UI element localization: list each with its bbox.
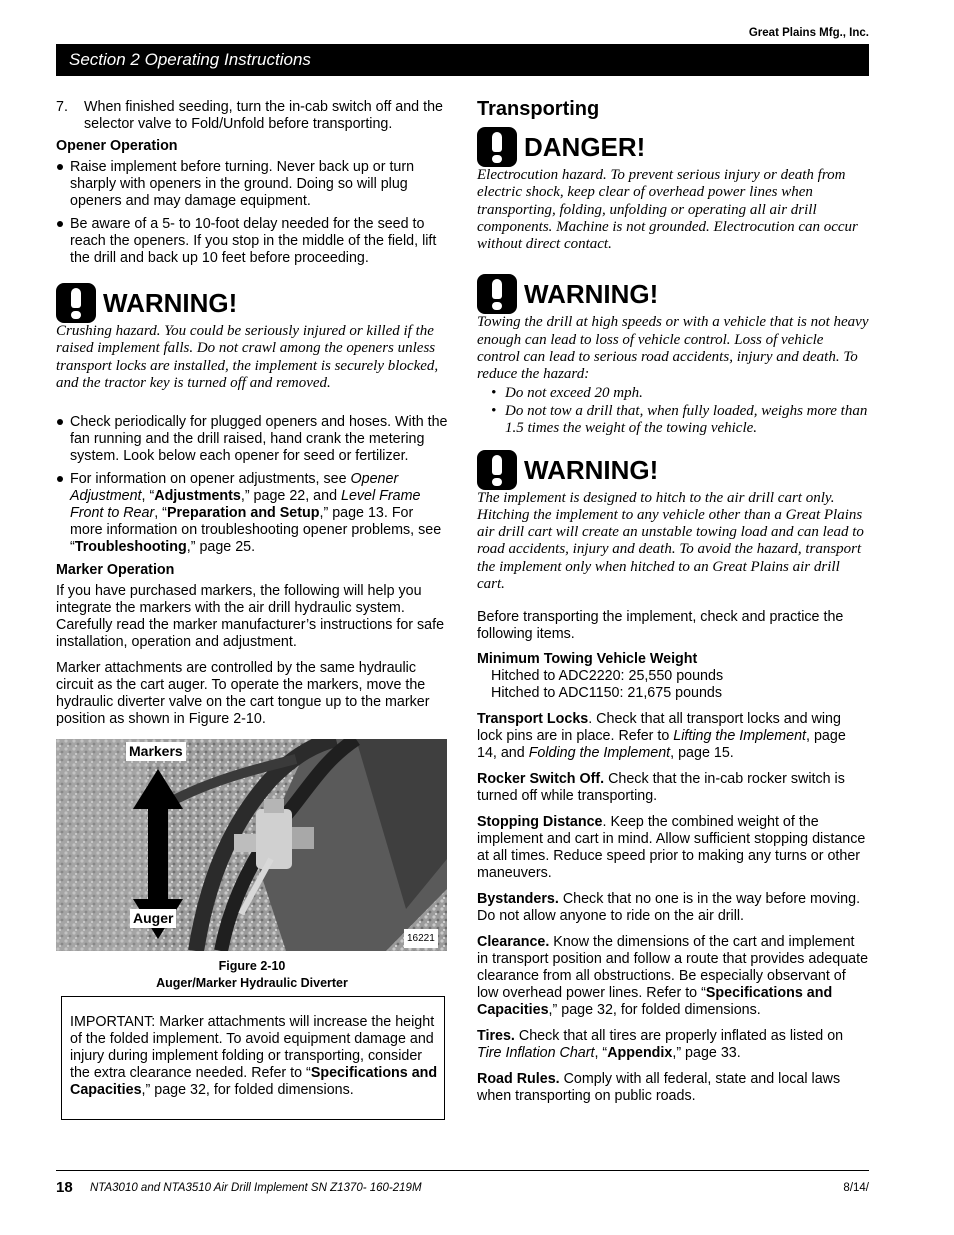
right-column [477,97,869,1105]
text-run: Check that all tires are properly inflated as listed on [514,1028,844,1045]
road-rules [477,1071,869,1105]
stopping-distance [477,814,869,882]
warning-title: WARNING! [524,279,659,310]
marker-paragraph-1: If you have purchased markers, the following will help you integrate the markers with the air drill hydraulic system. Carefully read the marker manufacturer’s instructions for safe installation, operation and adjustment. [56,583,445,651]
text-run: , “ [594,1045,608,1062]
text-run: ,” page 13. For more information on troubleshooting opener problems, see “ [70,505,442,556]
marker-paragraph-2: Marker attachments are controlled by the same hydraulic circuit as the cart auger. To operate the markers, move the hydraulic diverter valve on the cart tongue up to the marker position as shown in Figure 2-10. [56,660,430,728]
step-7 [56,99,448,133]
danger-electrocution [477,127,869,167]
warning-icon [477,450,517,490]
photo-number: 16221 [404,929,438,948]
term: Rocker Switch Off. [477,771,605,788]
text-run: , “ [141,488,155,505]
warning-towing-text: Towing the drill at high speeds or with a vehicle that is not heavy enough can lead to loss of vehicle control. Loss of vehicle control can lead to serious road accidents, injury and death. To reduce the hazard: [477,314,869,383]
link-opener-adjustment: Opener Adjustment [70,471,399,505]
link-specifications: Specifications and Capacities [70,1065,438,1098]
link-appendix: Appendix [607,1045,673,1062]
link-tire-chart: Tire Inflation Chart [477,1045,595,1062]
check-openers-bullet: Check periodically for plugged openers and hoses. With the fan running and the drill raised, hand crank the metering system. Look below each opener for seed or fertilizer. [56,414,448,465]
text-run: For information on opener adjustments, see [70,471,351,488]
company-name: Great Plains Mfg., Inc. [748,27,869,39]
warning-title: WARNING! [103,288,238,318]
tires [477,1028,869,1062]
text-run: Check that the in-cab rocker switch is turned off while transporting. [477,771,845,805]
term: Bystanders. [477,891,559,908]
bystanders [477,891,869,925]
footer-divider [56,1170,869,1171]
warning-icon [56,283,96,323]
text-run: , page 14, and [477,728,846,762]
important-notice-box [61,996,445,1120]
term: Tires. [477,1028,515,1045]
label-markers: Markers [126,742,186,761]
transport-locks [477,711,869,762]
towing-weight-adc2220: Hitched to ADC2220: 25,550 pounds [491,668,724,685]
warning-towing [477,274,869,314]
document-title: NTA3010 and NTA3510 Air Drill Implement SN Z1370- 160-219M [90,1182,422,1194]
warning-hitch [477,450,869,490]
important-text [70,1014,438,1099]
term: Road Rules. [477,1071,560,1088]
marker-operation-heading: Marker Operation [56,562,175,579]
text-run: ,” page 22, and [240,488,341,505]
opener-operation-heading: Opener Operation [56,138,178,154]
warning-crushing-text: Crushing hazard. You could be seriously injured or killed if the raised implement falls. Do not crawl among the openers unless transport locks are installed, the implement is securely blocked, and the tractor key is turned off and removed. [56,323,439,391]
danger-text: Electrocution hazard. To prevent serious injury or death from electric shock, keep clear of overhead power lines when transporting, folding, unfolding or operating all air drill components. Machine is not grounded. Electrocution can occur without direct contact. [477,167,858,253]
text-run: . Keep the combined weight of the implement and cart in mind. Allow sufficient stopping distance at all times. Reduce speed prior to making any turns or other maneuvers. [477,814,866,882]
term: Clearance. [477,934,550,951]
clearance [477,934,869,1019]
term: Transport Locks [477,711,589,728]
link-preparation-setup: Preparation and Setup [166,505,320,522]
page-number: 18 [56,1179,73,1196]
text-run: , “ [154,505,167,522]
before-transport-text: Before transporting the implement, check and practice the following items. [477,609,844,643]
label-auger: Auger [130,909,176,928]
danger-icon [477,127,517,167]
rocker-switch [477,771,869,805]
section-header-bar [56,44,869,76]
link-specifications: Specifications and Capacities [477,985,833,1019]
text-run: ,” page 32, for folded dimensions. [141,1082,354,1098]
link-folding: Folding the Implement [528,745,671,762]
figure-photo [56,739,447,951]
text-run: , page 15. [670,745,734,762]
towing-weight-adc1150: Hitched to ADC1150: 21,675 pounds [491,685,723,702]
text-run: IMPORTANT: Marker attachments will increase the height of the folded implement. To avoid equipment damage and injury during implement folding or transporting, consider the extra clearance needed. Refer to “ [70,1014,435,1081]
warning-icon [477,274,517,314]
text-run: Know the dimensions of the cart and implement in transport position and follow a route that provides adequate clearance from all obstructions. Be especially observant of low overhead power lines. Refer to “ [477,934,869,1002]
warning-title: WARNING! [524,454,659,485]
link-lifting: Lifting the Implement [673,728,807,745]
figure-caption [56,958,448,992]
link-adjustments: Adjustments [154,488,241,505]
warning-hitch-text: The implement is designed to hitch to the air drill cart only. Hitching the implement to any vehicle other than a Great Plains air drill cart will create an unstable towing load and can lead to road accidents, injury and death. To avoid the hazard, transport the implement only when hitched to an Great Plains air drill cart. [477,489,864,593]
link-troubleshooting: Troubleshooting [74,539,187,556]
text-run: ,” page 33. [672,1045,741,1062]
left-column [56,99,448,728]
text-run: Check that no one is in the way before moving. Do not allow anyone to ride on the air drill. [477,891,861,925]
figure-description: Auger/Marker Hydraulic Diverter [156,976,348,990]
text-run: . Check that all transport locks and wing lock pins are in place. Refer to [477,711,841,745]
text-run: ,” page 25. [186,539,256,556]
photo-illustration [56,739,447,951]
towing-bullet-2: • Do not tow a drill that, when fully loaded, weighs more than 1.5 times the weight of the towing vehicle. [477,403,869,438]
opener-bullet-2: Be aware of a 5- to 10-foot delay needed for the seed to reach the openers. If you stop in the middle of the field, lift the drill and back up 10 feet before proceeding. [56,216,448,267]
opener-bullet-1: Raise implement before turning. Never back up or turn sharply with openers in the ground. Doing so will plug openers and may damage equipment. [56,159,448,210]
text-run: Comply with all federal, state and local laws when transporting on public roads. [477,1071,841,1105]
revision-date: 8/14/ [843,1182,869,1194]
step-number: 7. [56,99,68,115]
towing-weight-heading: Minimum Towing Vehicle Weight [477,651,698,668]
link-level-frame: Level Frame Front to Rear [70,488,421,522]
towing-bullet-1: • Do not exceed 20 mph. [477,385,869,402]
text-run: ,” page 32, for folded dimensions. [548,1002,761,1019]
term: Stopping Distance [477,814,603,831]
step-text: When finished seeding, turn the in-cab switch off and the selector valve to Fold/Unfold before transporting. [84,99,443,132]
warning-crushing [56,283,448,323]
danger-title: DANGER! [524,132,646,162]
figure-title: Figure 2-10 [218,959,286,973]
section-title: Section 2 Operating Instructions [69,50,311,69]
opener-adjustment-bullet [56,471,448,556]
transporting-heading: Transporting [477,98,600,120]
